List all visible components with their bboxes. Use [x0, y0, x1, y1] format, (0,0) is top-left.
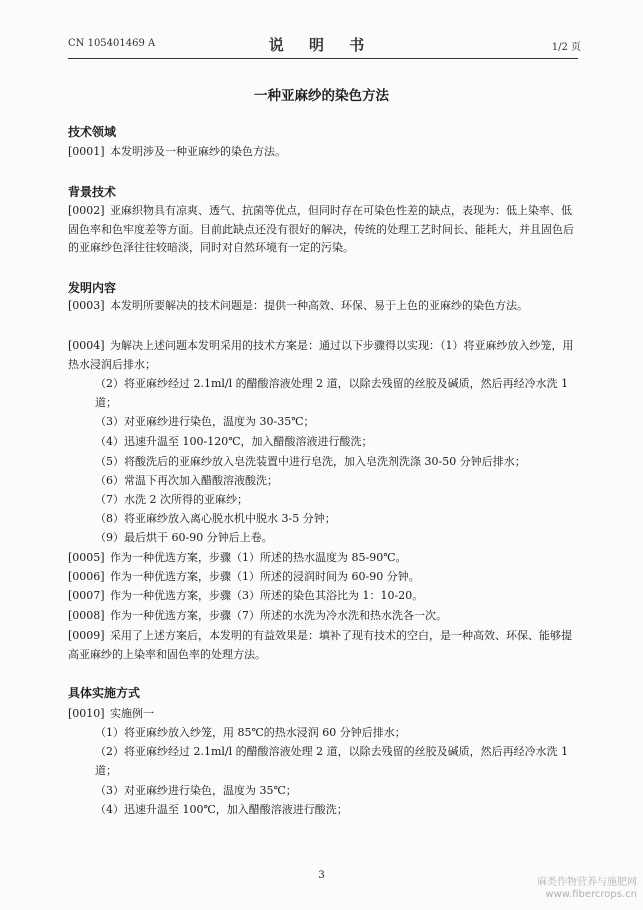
section-summary: 发明内容 [68, 281, 117, 295]
step-item: （1）将亚麻纱放入纱笼，用 85℃的热水浸润 60 分钟后排水； [95, 726, 406, 739]
step-item: （2）将亚麻纱经过 2.1ml/l 的醋酸溶液处理 2 道，以除去残留的丝胶及碱质，然后再经冷水洗 1 道； [95, 377, 569, 409]
step-item: （6）常温下再次加入醋酸溶液酸洗； [95, 474, 278, 487]
watermark [537, 877, 637, 901]
paragraph-text: 本发明所要解决的技术问题是：提供一种高效、环保、易于上色的亚麻纱的染色方法。 [110, 299, 528, 312]
paragraph-number: [0006] [68, 570, 105, 583]
paragraph-text: 作为一种优选方案，步骤（3）所述的染色其浴比为 1：10-20。 [110, 589, 424, 602]
page-indicator: 1/2 页 [551, 42, 581, 53]
section-embodiment: 具体实施方式 [68, 686, 141, 700]
step-item: （5）将酸洗后的亚麻纱放入皂洗装置中进行皂洗，加入皂洗剂洗涤 30-50 分钟后排水； [95, 455, 526, 468]
section-tech-field: 技术领域 [68, 125, 117, 139]
watermark-line: 麻类作物营养与施肥网 [537, 877, 637, 888]
step-item: （3）对亚麻纱进行染色，温度为 30-35℃； [95, 415, 315, 428]
paragraph-text: 采用了上述方案后，本发明的有益效果是：填补了现有技术的空白，是一种高效、环保、能够提高亚麻纱的上染率和固色率的处理方法。 [68, 629, 572, 661]
paragraph-text: 作为一种优选方案，步骤（1）所述的浸润时间为 60-90 分钟。 [110, 570, 420, 583]
paragraph-number: [0007] [68, 589, 105, 602]
paragraph-0001 [68, 143, 578, 162]
paragraph-0004 [68, 337, 578, 374]
paragraph-number: [0004] [68, 339, 105, 352]
paragraph-0005 [68, 549, 578, 568]
header-title: 说 明 书 [268, 36, 375, 54]
paragraph-text: 为解决上述问题本发明采用的技术方案是：通过以下步骤得以实现：（1）将亚麻纱放入纱笼，用热水浸润后排水； [68, 339, 574, 371]
paragraph-0009 [68, 627, 578, 664]
section-background: 背景技术 [68, 185, 117, 199]
paragraph-0003 [68, 297, 578, 316]
paragraph-number: [0010] [68, 707, 105, 720]
paragraph-text: 实施例一 [110, 707, 154, 720]
paragraph-number: [0009] [68, 629, 105, 642]
document-title: 一种亚麻纱的染色方法 [254, 88, 389, 104]
step-item: （7）水洗 2 次所得的亚麻纱； [95, 493, 248, 506]
paragraph-number: [0001] [68, 145, 105, 158]
paragraph-0007 [68, 587, 578, 606]
paragraph-number: [0002] [68, 204, 105, 217]
paragraph-number: [0008] [68, 609, 105, 622]
header-divider [68, 58, 578, 59]
paragraph-number: [0003] [68, 299, 105, 312]
paragraph-0010 [68, 705, 578, 724]
paragraph-text: 亚麻织物具有凉爽、透气、抗菌等优点，但同时存在可染色性差的缺点，表现为：低上染率、低固色率和色牢度差等方面。目前此缺点还没有很好的解决，传统的处理工艺时间长、能耗大，并且固色后的亚麻纱色泽往往较暗淡，同时对自然环境有一定的污染。 [68, 204, 574, 254]
paragraph-0006 [68, 568, 578, 587]
paragraph-text: 作为一种优选方案，步骤（1）所述的热水温度为 85-90℃。 [110, 551, 407, 564]
step-item: （4）迅速升温至 100-120℃，加入醋酸溶液进行酸洗； [95, 435, 373, 448]
watermark-url: www.fibercrops.cn [545, 889, 637, 900]
paragraph-0002 [68, 202, 578, 258]
paragraph-number: [0005] [68, 551, 105, 564]
patent-number: CN 105401469 A [68, 38, 156, 49]
step-item: （8）将亚麻纱放入离心脱水机中脱水 3-5 分钟； [95, 512, 336, 525]
page-number: 3 [318, 870, 325, 881]
step-item: （4）迅速升温至 100℃，加入醋酸溶液进行酸洗； [95, 803, 348, 816]
paragraph-text: 作为一种优选方案，步骤（7）所述的水洗为冷水洗和热水洗各一次。 [110, 609, 447, 622]
paragraph-text: 本发明涉及一种亚麻纱的染色方法。 [110, 145, 286, 158]
paragraph-0008 [68, 607, 578, 626]
step-item: （9）最后烘干 60-90 分钟后上卷。 [95, 531, 273, 544]
step-item: （3）对亚麻纱进行染色，温度为 35℃； [95, 784, 297, 797]
step-item: （2）将亚麻纱经过 2.1ml/l 的醋酸溶液处理 2 道，以除去残留的丝胶及碱质，然后再经冷水洗 1 道； [95, 745, 569, 777]
